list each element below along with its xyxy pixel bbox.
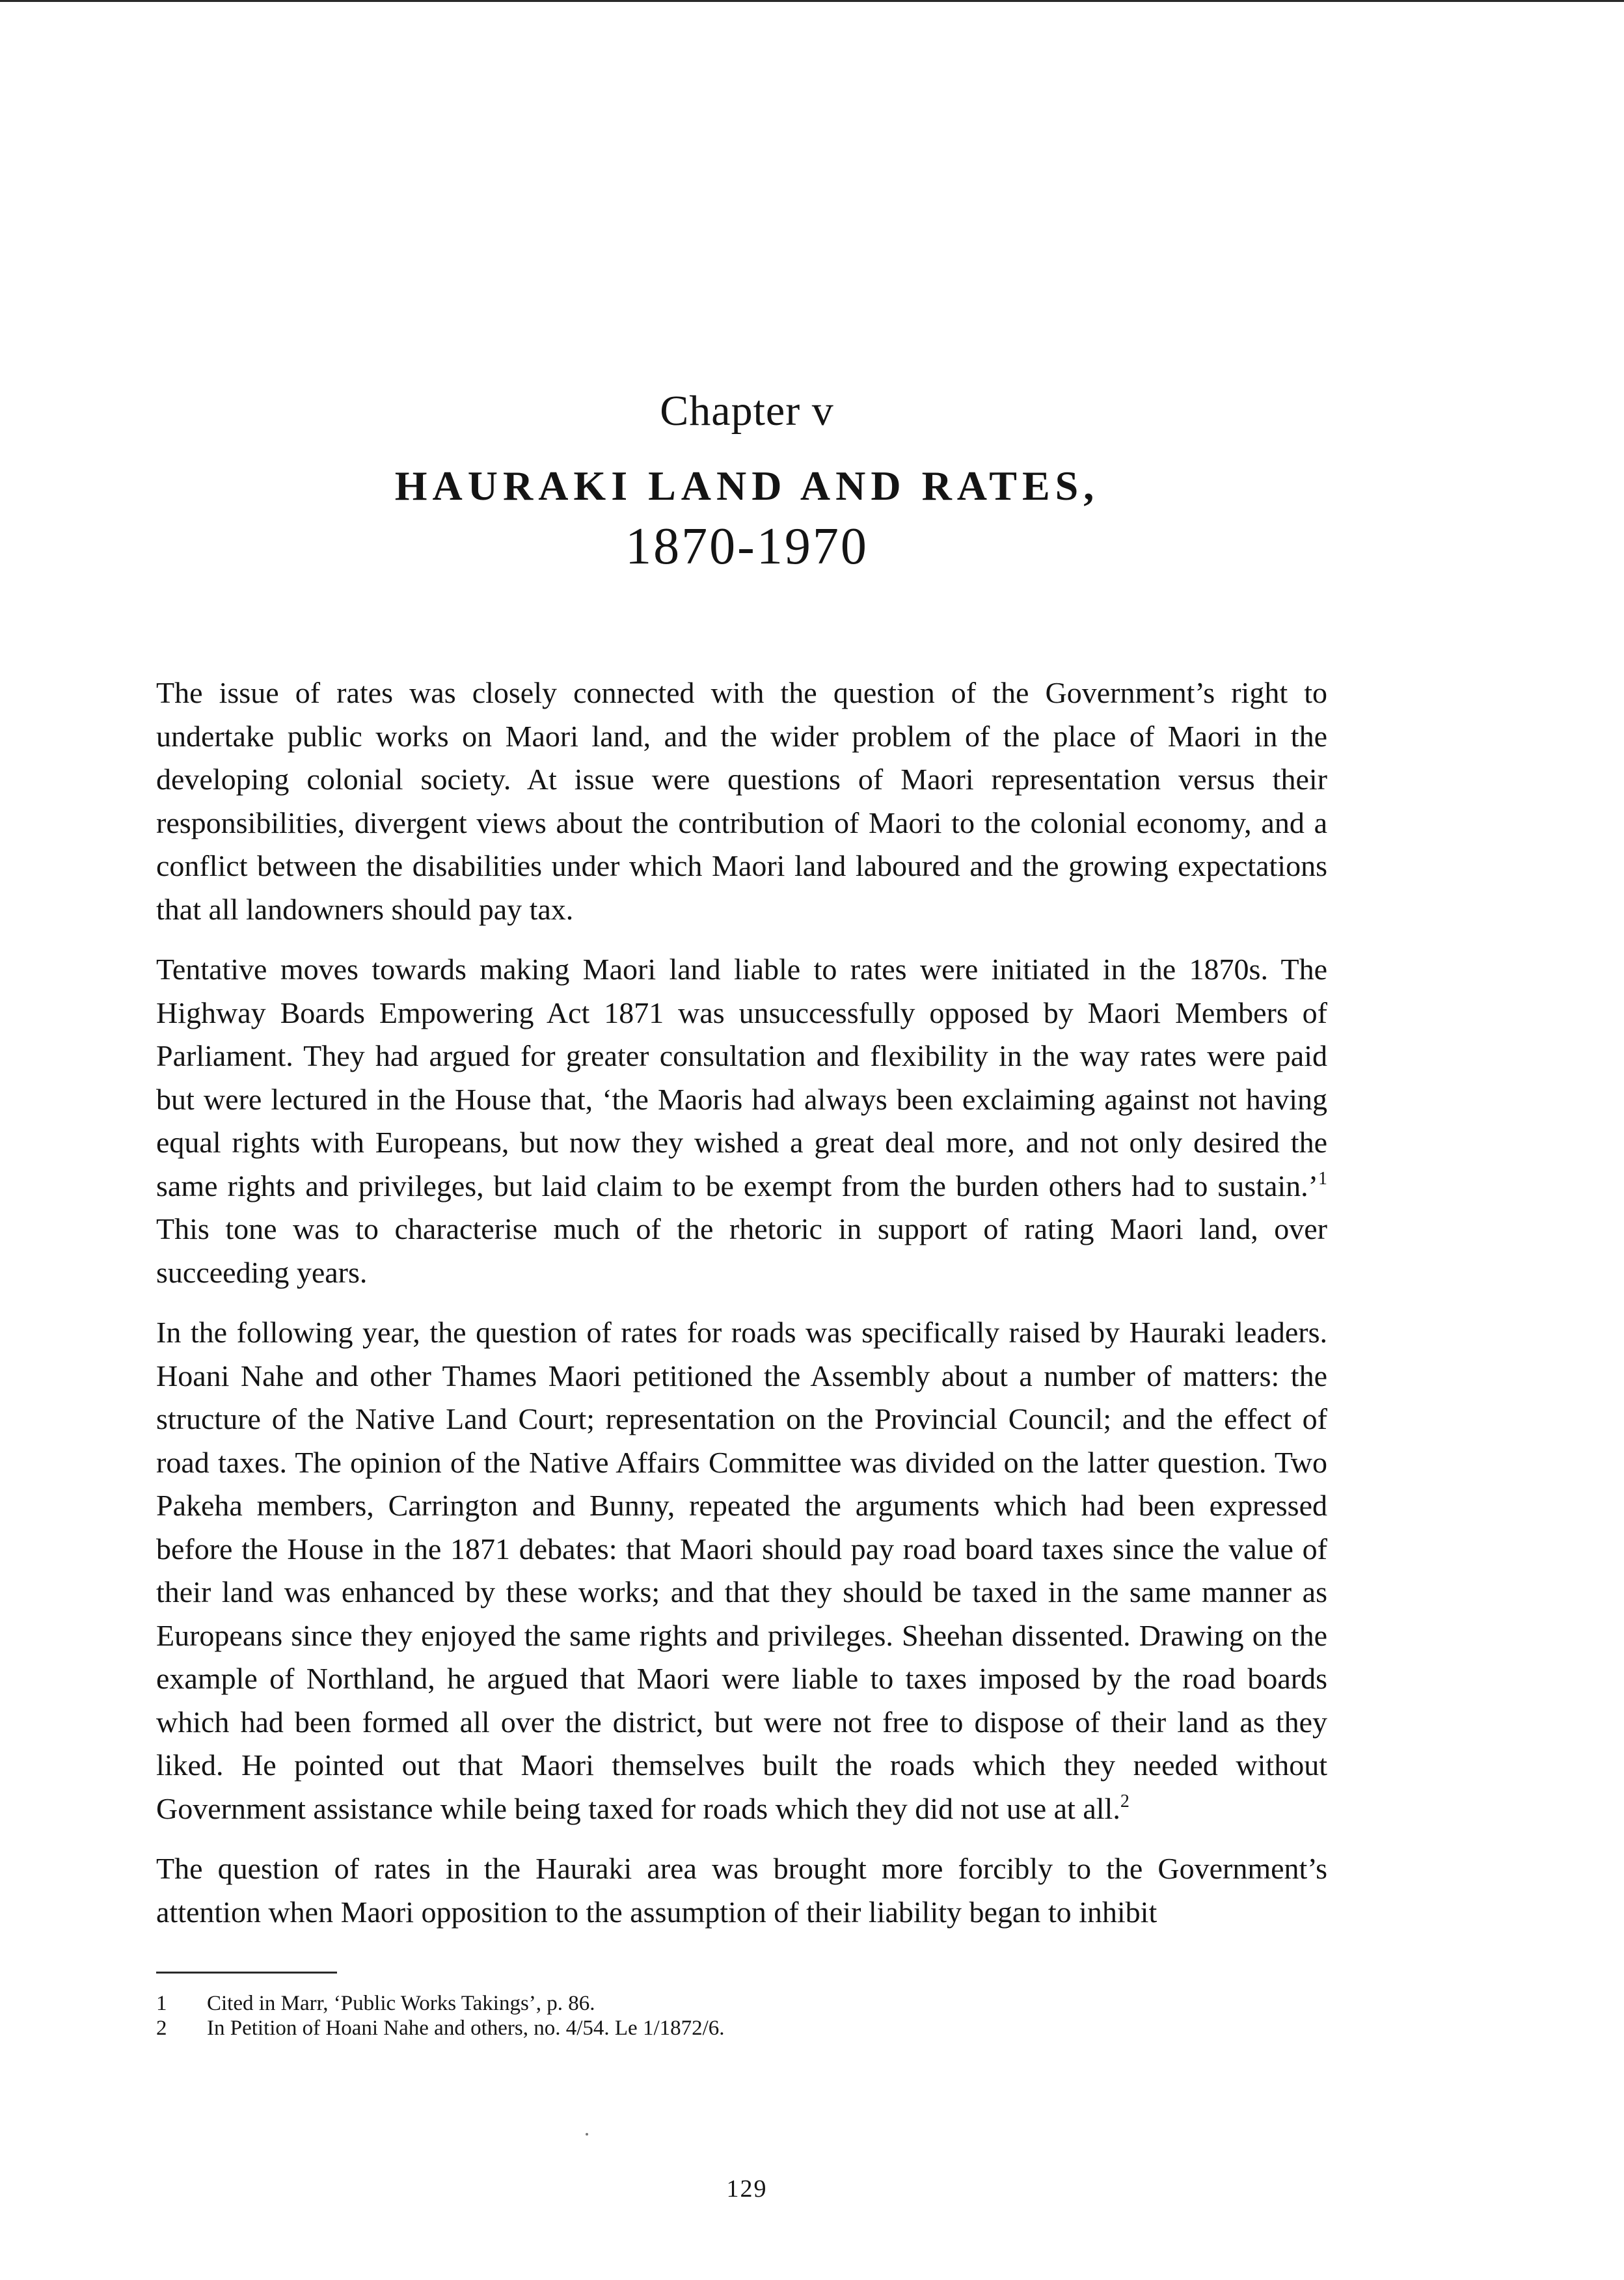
footnote-text: In Petition of Hoani Nahe and others, no. 4/54. Le 1/1872/6. [207,2016,725,2040]
paragraph-text: This tone was to characterise much of the rhetoric in support of rating Maori land, over succeeding years. [156,1212,1327,1289]
paragraph-text: Tentative moves towards making Maori land liable to rates were initiated in the 1870s. The Highway Boards Empowering Act 1871 was unsuccessfully opposed by Maori Members of Parliament. They had argued for greater consultation and flexibility in the way rates were paid but were lectured in the House that, ‘the Maoris had always been exclaiming against not having equal rights with Europeans, but now they wished a great deal more, and not only desired the same rights and privileges, but laid claim to be exempt from the burden others had to sustain.’ [156,953,1327,1202]
page-number: 129 [726,2175,768,2203]
footnote-number: 1 [156,1992,167,2015]
footnote-1 [156,1991,1327,2016]
footnote-ref-2[interactable]: 2 [1120,1791,1130,1812]
scan-speck [586,2133,588,2136]
top-border-line [0,0,1624,2]
paragraph-1 [156,672,1327,931]
paragraph-4 [156,1847,1327,1934]
paragraph-text: The question of rates in the Hauraki area was brought more forcibly to the Government’s attention when Maori opposition to the assumption of their liability began to inhibit [156,1852,1327,1929]
footnote-ref-1[interactable]: 1 [1318,1168,1327,1189]
paragraph-3 [156,1311,1327,1830]
paragraph-text: The issue of rates was closely connected with the question of the Government’s right to undertake public works on Maori land, and the wider problem of the place of Maori in the developing colonial society. At issue were questions of Maori representation versus their responsibilities, divergent views about the contribution of Maori to the colonial economy, and a conflict between the disabilities under which Maori land laboured and the growing expectations that all landowners should pay tax. [156,676,1327,926]
chapter-label: Chapter v [660,387,834,435]
paragraph-text: In the following year, the question of rates for roads was specifically raised by Hauraki leaders. Hoani Nahe and other Thames Maori petitioned the Assembly about a number of matters: the structure of the Native Land Court; representation on the Provincial Council; and the effect of road taxes. The opinion of the Native Affairs Committee was divided on the latter question. Two Pakeha members, Carrington and Bunny, repeated the arguments which had been expressed before the House in the 1871 debates: that Maori should pay road board taxes since the value of their land was enhanced by these works; and that they should be taxed in the same manner as Europeans since they enjoyed the same rights and privileges. Sheehan dissented. Drawing on the example of Northland, he argued that Maori were liable to taxes imposed by the road boards which had been formed all over the district, but were not free to dispose of their land as they liked. He pointed out that Maori themselves built the roads which they needed without Government assistance while being taxed for roads which they did not use at all. [156,1316,1327,1825]
footnote-divider [156,1972,337,1974]
footnote-2 [156,2016,1327,2041]
chapter-title: HAURAKI LAND AND RATES, [394,463,1100,509]
footnote-number: 2 [156,2016,167,2040]
paragraph-2 [156,948,1327,1294]
body-text [156,672,1327,1951]
footnote-text: Cited in Marr, ‘Public Works Takings’, p. 86. [207,1992,595,2015]
chapter-years: 1870-1970 [625,518,869,575]
footnotes [156,1991,1327,2041]
